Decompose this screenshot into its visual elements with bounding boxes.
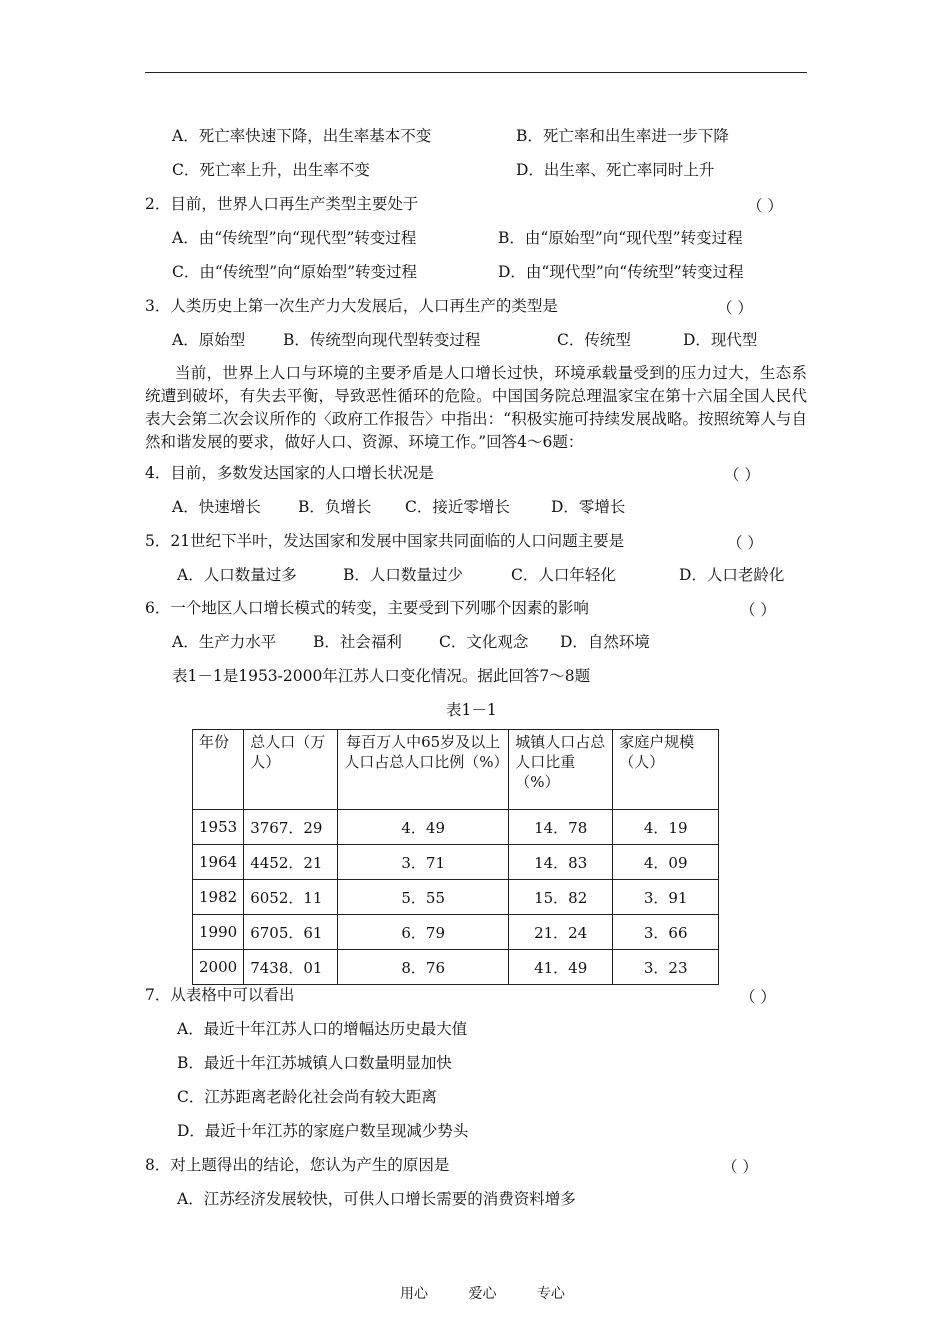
population-table [192,729,719,985]
q5-answer-paren[interactable]: （ ） [727,534,763,552]
cell-elderly-ratio: 5．55 [338,880,509,915]
cell-elderly-ratio: 8．76 [338,950,509,985]
cell-household-size: 3．91 [613,880,719,915]
q7-option-b: B．最近十年江苏城镇人口数量明显加快 [177,1054,452,1072]
table-row [193,810,719,845]
cell-total-population: 3767．29 [244,810,338,845]
cell-total-population: 6052．11 [244,880,338,915]
cell-household-size: 3．66 [613,915,719,950]
cell-total-population: 7438．01 [244,950,338,985]
q1-option-d: D．出生率、死亡率同时上升 [516,161,715,179]
q5-option-c: C．人口年轻化 [511,566,616,584]
q3-answer-paren[interactable]: （ ） [717,299,753,317]
q4-option-d: D．零增长 [551,498,626,516]
q1-option-c: C．死亡率上升，出生率不变 [172,161,370,179]
q7-stem: 7．从表格中可以看出 [145,986,295,1004]
q8-option-a: A．江苏经济发展较快，可供人口增长需要的消费资料增多 [177,1190,576,1208]
cell-year: 1982 [193,880,244,915]
q5-option-a: A．人口数量过多 [177,566,297,584]
cell-household-size: 3．23 [613,950,719,985]
q6-option-d: D．自然环境 [560,633,650,651]
q4-option-a: A．快速增长 [172,498,261,516]
header-urban-ratio: 城镇人口占总人口比重（%） [509,730,613,810]
table-row [193,950,719,985]
cell-year: 1964 [193,845,244,880]
table-header-row [193,730,719,810]
table-intro: 表1－1是1953-2000年江苏人口变化情况。据此回答7～8题 [172,667,591,685]
footer-word: 专心 [536,1286,565,1302]
q7-answer-paren[interactable]: （ ） [740,988,776,1006]
q4-stem: 4．目前，多数发达国家的人口增长状况是 [145,464,434,482]
q6-answer-paren[interactable]: （ ） [740,601,776,619]
q3-option-b: B．传统型向现代型转变过程 [283,331,481,349]
q2-option-c: C．由“传统型”向“原始型”转变过程 [172,263,418,281]
header-household-size: 家庭户规模（人） [613,730,719,810]
q5-option-d: D．人口老龄化 [679,566,785,584]
header-total-population: 总人口（万人） [244,730,338,810]
q2-option-b: B．由“原始型”向“现代型”转变过程 [498,229,743,247]
cell-year: 2000 [193,950,244,985]
q8-stem: 8．对上题得出的结论，您认为产生的原因是 [145,1156,450,1174]
q6-option-c: C．文化观念 [439,633,529,651]
table-row [193,880,719,915]
q1-option-a: A．死亡率快速下降，出生率基本不变 [172,127,432,145]
cell-household-size: 4．19 [613,810,719,845]
header-elderly-ratio: 每百万人中65岁及以上人口占总人口比例（%） [338,730,509,810]
cell-elderly-ratio: 3．71 [338,845,509,880]
q7-option-a: A．最近十年江苏人口的增幅达历史最大值 [177,1020,468,1038]
cell-urban-ratio: 41．49 [509,950,613,985]
q3-option-c: C．传统型 [557,331,631,349]
q4-answer-paren[interactable]: （ ） [724,466,760,484]
cell-year: 1953 [193,810,244,845]
footer-word: 用心 [400,1286,428,1302]
cell-elderly-ratio: 6．79 [338,915,509,950]
q5-stem: 5．21世纪下半叶，发达国家和发展中国家共同面临的人口问题主要是 [145,532,625,550]
header-rule [145,72,807,73]
table-row [193,915,719,950]
q6-option-b: B．社会福利 [313,633,402,651]
cell-urban-ratio: 15．82 [509,880,613,915]
q3-stem: 3．人类历史上第一次生产力大发展后，人口再生产的类型是 [145,297,558,315]
table-caption: 表1－1 [446,701,497,719]
cell-total-population: 6705．61 [244,915,338,950]
cell-urban-ratio: 14．83 [509,845,613,880]
cell-household-size: 4．09 [613,845,719,880]
cell-year: 1990 [193,915,244,950]
q7-option-c: C．江苏距离老龄化社会尚有较大距离 [177,1088,437,1106]
q8-answer-paren[interactable]: （ ） [722,1158,758,1176]
q2-option-a: A．由“传统型”向“现代型”转变过程 [172,229,417,247]
q3-option-d: D．现代型 [683,331,758,349]
q5-option-b: B．人口数量过少 [343,566,463,584]
cell-total-population: 4452．21 [244,845,338,880]
page-footer [400,1283,601,1303]
q1-option-b: B．死亡率和出生率进一步下降 [516,127,729,145]
header-year: 年份 [193,730,244,810]
q2-option-d: D．由“现代型”向“传统型”转变过程 [498,263,744,281]
q3-option-a: A．原始型 [172,331,246,349]
cell-elderly-ratio: 4．49 [338,810,509,845]
footer-word: 爱心 [468,1286,497,1302]
reading-passage: 当前，世界上人口与环境的主要矛盾是人口增长过快，环境承载量受到的压力过大，生态系统遭到破坏，有失去平衡，导致恶性循环的危险。中国国务院总理温家宝在第十六届全国人民代表大会第二次会议所作的〈政府工作报告〉中指出：“积极实施可持续发展战略。按照统筹人与自然和谐发展的要求，做好人口、资源、环境工作。”回答4～6题： [145,364,807,451]
q4-option-c: C．接近零增长 [405,498,510,516]
q2-stem: 2．目前，世界人口再生产类型主要处于 [145,195,419,213]
q6-option-a: A．生产力水平 [172,633,277,651]
q2-answer-paren[interactable]: （ ） [747,197,783,215]
q7-option-d: D．最近十年江苏的家庭户数呈现减少势头 [177,1122,469,1140]
table-row [193,845,719,880]
q4-option-b: B．负增长 [298,498,372,516]
cell-urban-ratio: 14．78 [509,810,613,845]
cell-urban-ratio: 21．24 [509,915,613,950]
q6-stem: 6．一个地区人口增长模式的转变，主要受到下列哪个因素的影响 [145,599,589,617]
